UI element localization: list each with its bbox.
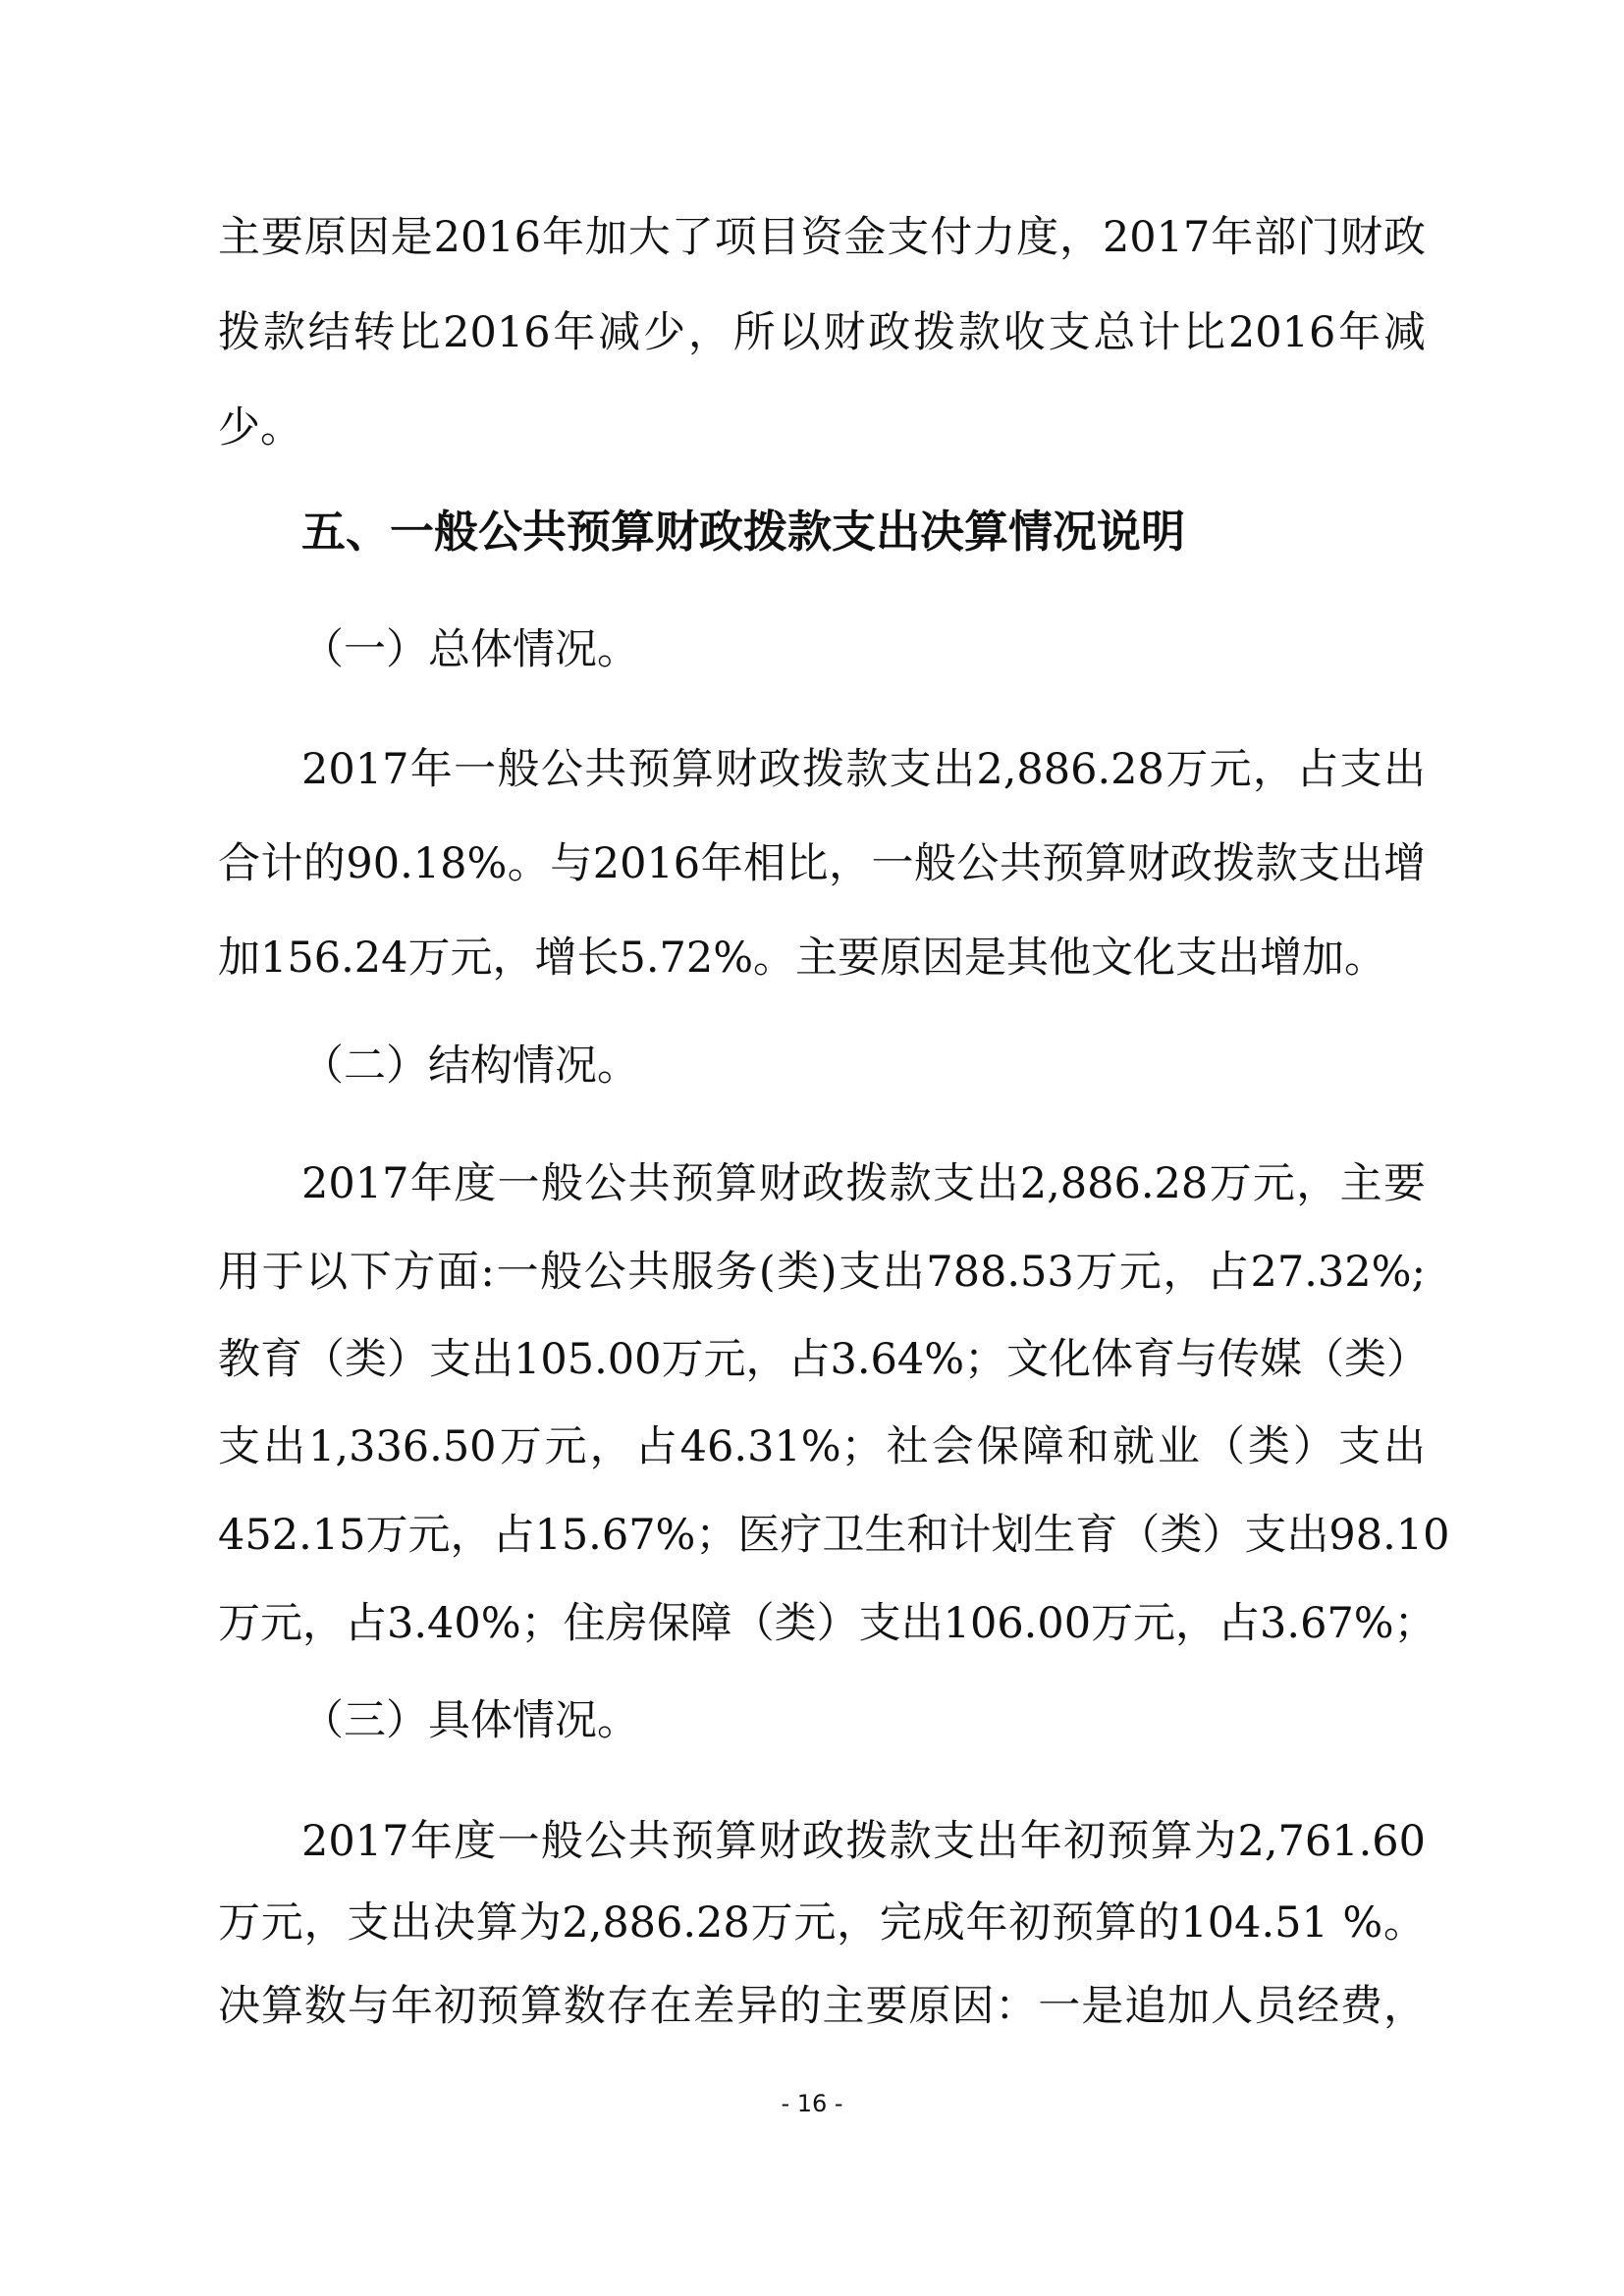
paragraph-line: 决算数与年初预算数存在差异的主要原因：一是追加人员经费， [218,1982,1426,2031]
paragraph-line: 万元，占3.40%；住房保障（类）支出106.00万元，占3.67%； [218,1599,1436,1648]
paragraph-line: 452.15万元，占15.67%；医疗卫生和计划生育（类）支出98.10 [218,1511,1450,1560]
paragraph-line: 2017年度一般公共预算财政拨款支出年初预算为2,761.60 [301,1817,1426,1866]
section-heading: 五、一般公共预算财政拨款支出决算情况说明 [301,506,1186,558]
paragraph-line: 2017年一般公共预算财政拨款支出2,886.28万元，占支出 [301,745,1426,794]
page-number: - 16 - [781,2090,843,2117]
paragraph-line: 教育（类）支出105.00万元，占3.64%；文化体育与传媒（类） [218,1335,1430,1384]
subsection-title: （三）具体情况。 [301,1696,639,1745]
paragraph-line: 用于以下方面:一般公共服务(类)支出788.53万元，占27.32%; [218,1248,1426,1297]
subsection-title: （二）结构情况。 [301,1041,639,1091]
paragraph-line: 合计的90.18%。与2016年相比，一般公共预算财政拨款支出增 [218,839,1426,888]
paragraph-line: 支出1,336.50万元，占46.31%；社会保障和就业（类）支出 [218,1422,1426,1471]
paragraph-line: 万元，支出决算为2,886.28万元，完成年初预算的104.51 %。 [218,1898,1426,1948]
subsection-title: （一）总体情况。 [301,625,639,674]
paragraph-line: 拨款结转比2016年减少，所以财政拨款收支总计比2016年减 [218,308,1426,357]
paragraph-line: 少。 [218,403,302,453]
paragraph-line: 2017年度一般公共预算财政拨款支出2,886.28万元，主要 [301,1159,1426,1208]
paragraph-line: 主要原因是2016年加大了项目资金支付力度，2017年部门财政 [218,213,1426,262]
paragraph-line: 加156.24万元，增长5.72%。主要原因是其他文化支出增加。 [218,934,1387,983]
